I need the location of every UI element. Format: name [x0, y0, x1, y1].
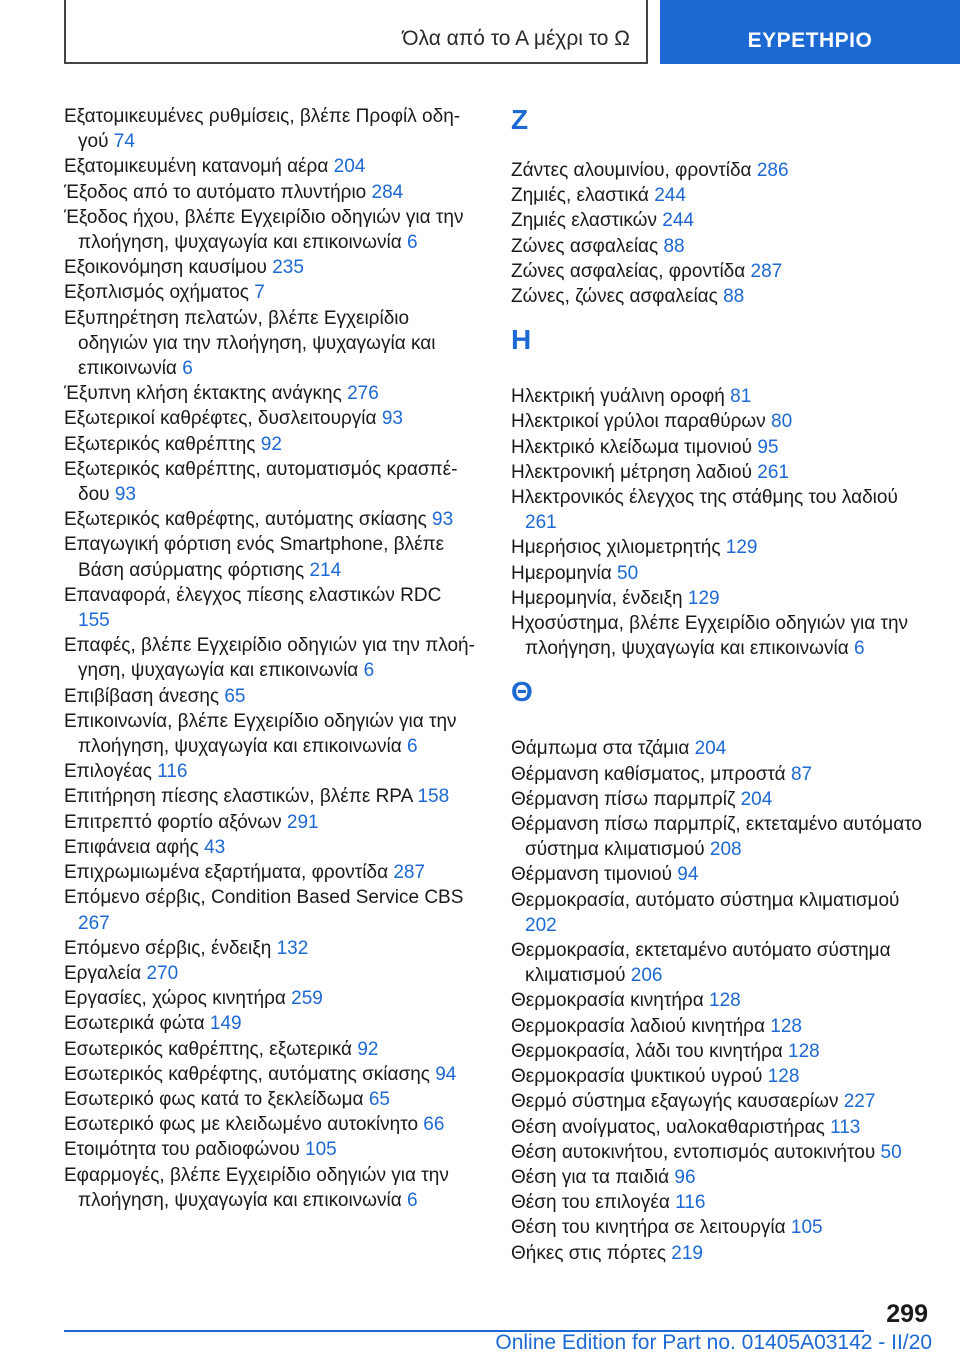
section-letter: Θ	[511, 676, 533, 708]
page-link[interactable]: 88	[723, 286, 745, 308]
index-entry	[511, 183, 929, 208]
index-entry-text: Εξωτερικός καθρέπτης	[64, 433, 256, 455]
index-entry	[64, 684, 476, 709]
index-entry-text: Εξοπλισμός οχήματος	[64, 282, 249, 304]
page-link[interactable]: 105	[790, 1217, 823, 1239]
index-entry	[64, 280, 476, 305]
section-letter: H	[511, 324, 532, 356]
index-entry-text: Θέρμανση καθίσματος, μπροστά	[511, 763, 786, 785]
page-link[interactable]: 155	[78, 610, 110, 632]
index-entry-text: Ηλεκτρικοί γρύλοι παραθύρων	[511, 411, 766, 433]
page-link[interactable]: 43	[204, 836, 226, 858]
index-entry	[511, 1215, 929, 1240]
index-entry	[64, 784, 476, 809]
page-link[interactable]: 95	[757, 436, 779, 458]
index-entry-text: Εξυπηρέτηση πελατών, βλέπε Εγχειρίδιο οδηγιών για την πλοήγηση, ψυχαγωγία και επικοινωνία	[64, 307, 436, 380]
index-entry-text: Εργασίες, χώρος κινητήρα	[64, 988, 286, 1010]
index-entry-text: Επαφές, βλέπε Εγχειρίδιο οδηγιών για την πλοήγηση, ψυχαγωγία και επικοινωνία	[64, 635, 475, 682]
index-entry-text: Επαγωγική φόρτιση ενός Smartphone, βλέπε Βάση ασύρματης φόρτισης	[64, 534, 445, 581]
index-entry	[511, 234, 929, 259]
index-entry-text: Επιφάνεια αφής	[64, 836, 199, 858]
page-link[interactable]: 6	[407, 1189, 418, 1211]
index-entry	[511, 284, 929, 309]
index-entry	[64, 961, 476, 986]
breadcrumb-label: Όλα από το Α μέχρι το Ω	[402, 27, 630, 50]
index-entry	[64, 709, 476, 759]
index-entry	[511, 1241, 929, 1266]
index-entry-text: Ζημιές, ελαστικά	[511, 185, 649, 207]
index-entry-text: Θερμοκρασία, αυτόματο σύστημα κλιματισμού	[511, 889, 900, 911]
index-entry	[511, 485, 929, 535]
page-link[interactable]: 291	[286, 811, 319, 833]
page-number: 299	[886, 1300, 928, 1328]
index-entry	[511, 988, 929, 1013]
index-entry	[511, 384, 929, 409]
index-entry	[511, 158, 929, 183]
index-entry-text: Εσωτερικός καθρέφτης, αυτόματης σκίασης	[64, 1063, 430, 1085]
index-entry	[511, 888, 929, 938]
index-entry-text: Θέση για τα παιδιά	[511, 1166, 670, 1188]
index-entry-text: Επιλογέας	[64, 761, 152, 783]
page-link[interactable]: 284	[371, 181, 404, 203]
index-entry	[511, 1089, 929, 1114]
page-link[interactable]: 287	[393, 862, 426, 884]
index-entry	[64, 205, 476, 255]
index-entry	[64, 255, 476, 280]
index-entry	[511, 812, 929, 862]
page-link[interactable]: 128	[709, 990, 741, 1012]
index-entry	[64, 1163, 476, 1213]
index-entry-text: Εξατομικευμένη κατανομή αέρα	[64, 156, 329, 178]
index-entry	[511, 561, 929, 586]
index-column-right	[511, 104, 929, 1266]
page-link[interactable]: 65	[368, 1088, 390, 1110]
index-entry	[511, 259, 929, 284]
index-entry	[64, 835, 476, 860]
page-link[interactable]: 128	[788, 1040, 820, 1062]
page-link[interactable]: 270	[146, 962, 179, 984]
page-link[interactable]: 149	[209, 1013, 242, 1035]
page-link[interactable]: 105	[305, 1139, 337, 1161]
index-entry	[64, 457, 476, 507]
index-entry	[511, 460, 929, 485]
page-link[interactable]: 6	[182, 358, 193, 380]
index-entry-text: Εσωτερικά φώτα	[64, 1013, 205, 1035]
index-entry-text: Επιβίβαση άνεσης	[64, 685, 220, 707]
page-link[interactable]: 6	[407, 736, 418, 758]
page-link[interactable]: 219	[671, 1242, 703, 1264]
index-entry-text: Επιτρεπτό φορτίο αξόνων	[64, 811, 282, 833]
index-entry-text: Ζημιές ελαστικών	[511, 210, 657, 232]
index-entry	[64, 532, 476, 582]
index-entry-text: Θερμοκρασία, λάδι του κινητήρα	[511, 1040, 783, 1062]
page-link[interactable]: 93	[114, 484, 136, 506]
index-entry	[511, 762, 929, 787]
page-link[interactable]: 116	[675, 1192, 706, 1214]
page-link[interactable]: 94	[435, 1063, 457, 1085]
index-entry	[64, 507, 476, 532]
index-entry-text: Εξατομικευμένες ρυθμίσεις, βλέπε Προφίλ οδηγού	[64, 106, 461, 153]
index-entry	[64, 406, 476, 431]
index-entry-text: Ηχοσύστημα, βλέπε Εγχειρίδιο οδηγιών για την πλοήγηση, ψυχαγωγία και επικοινωνία	[511, 613, 909, 660]
index-entry-text: Θέρμανση τιμονιού	[511, 864, 672, 886]
index-entry	[511, 1190, 929, 1215]
index-entry	[511, 586, 929, 611]
page-link[interactable]: 276	[347, 383, 379, 405]
page-link[interactable]: 88	[663, 235, 685, 257]
page-link[interactable]: 93	[432, 509, 454, 531]
page-link[interactable]: 206	[630, 965, 663, 987]
page-link[interactable]: 80	[771, 411, 793, 433]
index-entry	[511, 787, 929, 812]
index-entry-text: Εφαρμογές, βλέπε Εγχειρίδιο οδηγιών για την πλοήγηση, ψυχαγωγία και επικοινωνία	[64, 1164, 449, 1211]
index-entry-text: Θέση αυτοκινήτου, εντοπισμός αυτοκινήτου	[511, 1141, 876, 1163]
index-entry	[511, 1039, 929, 1064]
index-entry-text: Εξωτερικοί καθρέφτες, δυσλειτουργία	[64, 408, 377, 430]
page-link[interactable]: 259	[291, 988, 323, 1010]
index-entry-text: Επιχρωμιωμένα εξαρτήματα, φροντίδα	[64, 862, 389, 884]
index-entry-text: Έξοδος ήχου, βλέπε Εγχειρίδιο οδηγιών για την πλοήγηση, ψυχαγωγία και επικοινωνία	[64, 206, 464, 254]
page-link[interactable]: 214	[309, 559, 342, 581]
index-entry-text: Ημερομηνία	[511, 562, 612, 584]
index-entry	[511, 435, 929, 460]
page-link[interactable]: 204	[694, 738, 727, 760]
index-entry-text: Εργαλεία	[64, 962, 142, 984]
index-entry-text: Ζώνες ασφαλείας, φροντίδα	[511, 260, 746, 282]
page-link[interactable]: 128	[767, 1066, 800, 1088]
index-entry	[511, 208, 929, 233]
index-entry-text: Θέση του κινητήρα σε λειτουργία	[511, 1217, 786, 1239]
page-link[interactable]: 81	[730, 386, 752, 408]
index-entry	[511, 862, 929, 887]
index-entry-text: Ημερήσιος χιλιομετρητής	[511, 537, 721, 559]
index-entry-text: Θερμοκρασία, εκτεταμένο αυτόματο σύστημα κλιματισμού	[511, 940, 891, 987]
page-link[interactable]: 129	[687, 587, 720, 609]
index-entry	[64, 583, 476, 633]
index-entry-text: Επόμενο σέρβις, Condition Based Service CBS	[64, 887, 464, 909]
index-entry	[511, 1140, 929, 1165]
page-link[interactable]: 92	[260, 433, 282, 455]
index-entry	[511, 1165, 929, 1190]
index-entry	[511, 1064, 929, 1089]
page-link[interactable]: 244	[662, 210, 694, 232]
page-link[interactable]: 7	[254, 282, 265, 304]
index-entry-text: Ηλεκτρικό κλείδωμα τιμονιού	[511, 436, 753, 458]
index-entry-text: Ζώνες, ζώνες ασφαλείας	[511, 286, 718, 308]
index-entry	[64, 1062, 476, 1087]
index-entry	[64, 986, 476, 1011]
page-link[interactable]: 204	[333, 156, 366, 178]
index-entry-text: Επόμενο σέρβις, ένδειξη	[64, 937, 272, 959]
index-entry-text: Θερμοκρασία λαδιού κινητήρα	[511, 1015, 765, 1037]
index-entry	[64, 154, 476, 179]
page-link[interactable]: 244	[654, 185, 686, 207]
index-entry-text: Επικοινωνία, βλέπε Εγχειρίδιο οδηγιών για την πλοήγηση, ψυχαγωγία και επικοινωνία	[64, 710, 457, 758]
page-link[interactable]: 128	[770, 1015, 802, 1037]
index-entry-text: Εξωτερικός καθρέπτης, αυτοματισμός κρασπέδου	[64, 458, 458, 506]
index-entry	[64, 1037, 476, 1062]
index-entry	[64, 1087, 476, 1112]
index-entry	[511, 1115, 929, 1140]
index-entry	[64, 810, 476, 835]
index-column-left	[64, 104, 476, 1213]
page-link[interactable]: 202	[525, 914, 557, 936]
index-entry	[511, 611, 929, 661]
index-entry	[511, 1014, 929, 1039]
index-entry	[64, 759, 476, 784]
index-entry	[511, 409, 929, 434]
index-entry-text: Ηλεκτρική γυάλινη οροφή	[511, 386, 725, 408]
page-link[interactable]: 65	[224, 685, 246, 707]
index-entry-text: Έξοδος από το αυτόματο πλυντήριο	[64, 181, 367, 203]
index-entry	[64, 104, 476, 154]
page-link[interactable]: 50	[617, 562, 639, 584]
index-entry	[64, 432, 476, 457]
page-link[interactable]: 116	[157, 761, 188, 783]
page-link[interactable]: 132	[276, 937, 309, 959]
index-entry-text: Θερμοκρασία κινητήρα	[511, 990, 704, 1012]
index-entry	[64, 180, 476, 205]
index-entry-text: Θερμό σύστημα εξαγωγής καυσαερίων	[511, 1091, 839, 1113]
index-entry-text: Ζώνες ασφαλείας	[511, 235, 659, 257]
index-entry	[64, 1011, 476, 1036]
index-entry-text: Εξοικονόμηση καυσίμου	[64, 257, 267, 279]
page-link[interactable]: 6	[407, 232, 418, 254]
page-link[interactable]: 267	[78, 912, 110, 934]
page-link[interactable]: 261	[525, 512, 557, 534]
index-entry-text: Θέρμανση πίσω παρμπρίζ, εκτεταμένο αυτόματο σύστημα κλιματισμού	[511, 814, 922, 861]
page-link[interactable]: 204	[740, 788, 773, 810]
index-entry-text: Εσωτερικός καθρέπτης, εξωτερικά	[64, 1038, 353, 1060]
page-link[interactable]: 87	[790, 763, 813, 785]
index-entry-text: Επιτήρηση πίεσης ελαστικών, βλέπε RPA	[64, 786, 413, 808]
page-link[interactable]: 208	[709, 839, 742, 861]
page-link[interactable]: 93	[381, 408, 403, 430]
page-link[interactable]: 158	[417, 786, 450, 808]
page-link[interactable]: 66	[423, 1114, 445, 1136]
index-entry	[64, 936, 476, 961]
index-entry-text: Ημερομηνία, ένδειξη	[511, 587, 683, 609]
index-entry	[64, 306, 476, 382]
index-entry-text: Ηλεκτρονικός έλεγχος της στάθμης του λαδιού	[511, 487, 898, 509]
index-entry-text: Ζάντες αλουμινίου, φροντίδα	[511, 160, 752, 181]
index-entry-text: Θέση του επιλογέα	[511, 1192, 670, 1214]
page-link[interactable]: 74	[113, 131, 135, 153]
index-tab-label: ΕΥΡΕΤΗΡΙΟ	[747, 29, 873, 52]
index-entry	[511, 535, 929, 560]
page-link[interactable]: 94	[677, 864, 699, 886]
page-link[interactable]: 235	[272, 257, 304, 279]
index-entry	[511, 736, 929, 761]
page-link[interactable]: 96	[674, 1166, 696, 1188]
page-link[interactable]: 286	[756, 160, 789, 181]
index-entry-text: Ετοιμότητα του ραδιοφώνου	[64, 1139, 300, 1161]
index-entry-text: Θέρμανση πίσω παρμπρίζ	[511, 788, 736, 810]
index-entry-text: Εσωτερικό φως κατά το ξεκλείδωμα	[64, 1088, 364, 1110]
index-entry-text: Επαναφορά, έλεγχος πίεσης ελαστικών RDC	[64, 584, 442, 606]
page-link[interactable]: 50	[880, 1141, 902, 1163]
index-entry-text: Θάμπωμα στα τζάμια	[511, 738, 690, 760]
section-letter: Z	[511, 104, 529, 135]
page-link[interactable]: 6	[363, 660, 375, 682]
index-entry-text: Θερμοκρασία ψυκτικού υγρού	[511, 1066, 763, 1088]
page-link[interactable]: 129	[725, 537, 758, 559]
edition-footer: Online Edition for Part no. 01405A03142 - II/20	[495, 1331, 932, 1354]
index-tab[interactable]	[660, 0, 960, 64]
index-entry-text: Θέση ανοίγματος, υαλοκαθαριστήρας	[511, 1116, 825, 1138]
index-entry	[64, 1137, 476, 1162]
index-entry	[64, 633, 476, 683]
index-entry	[511, 938, 929, 988]
index-entry	[64, 381, 476, 406]
index-entry	[64, 860, 476, 885]
index-entry-text: Εσωτερικό φως με κλειδωμένο αυτοκίνητο	[64, 1114, 419, 1136]
index-entry-text: Έξυπνη κλήση έκτακτης ανάγκης	[64, 383, 342, 405]
page-link[interactable]: 227	[843, 1091, 876, 1113]
breadcrumb-tab[interactable]	[64, 0, 648, 64]
index-entry	[64, 1112, 476, 1137]
index-entry	[64, 885, 476, 935]
index-entry-text: Θήκες στις πόρτες	[511, 1242, 666, 1264]
page-link[interactable]: 6	[854, 638, 865, 660]
index-entry-text: Ηλεκτρονική μέτρηση λαδιού	[511, 461, 752, 483]
page-link[interactable]: 113	[830, 1116, 861, 1138]
index-entry-text: Εξωτερικός καθρέφτης, αυτόματης σκίασης	[64, 509, 427, 531]
page-link[interactable]: 287	[750, 260, 783, 282]
page-link[interactable]: 92	[357, 1038, 379, 1060]
page-link[interactable]: 261	[757, 461, 789, 483]
